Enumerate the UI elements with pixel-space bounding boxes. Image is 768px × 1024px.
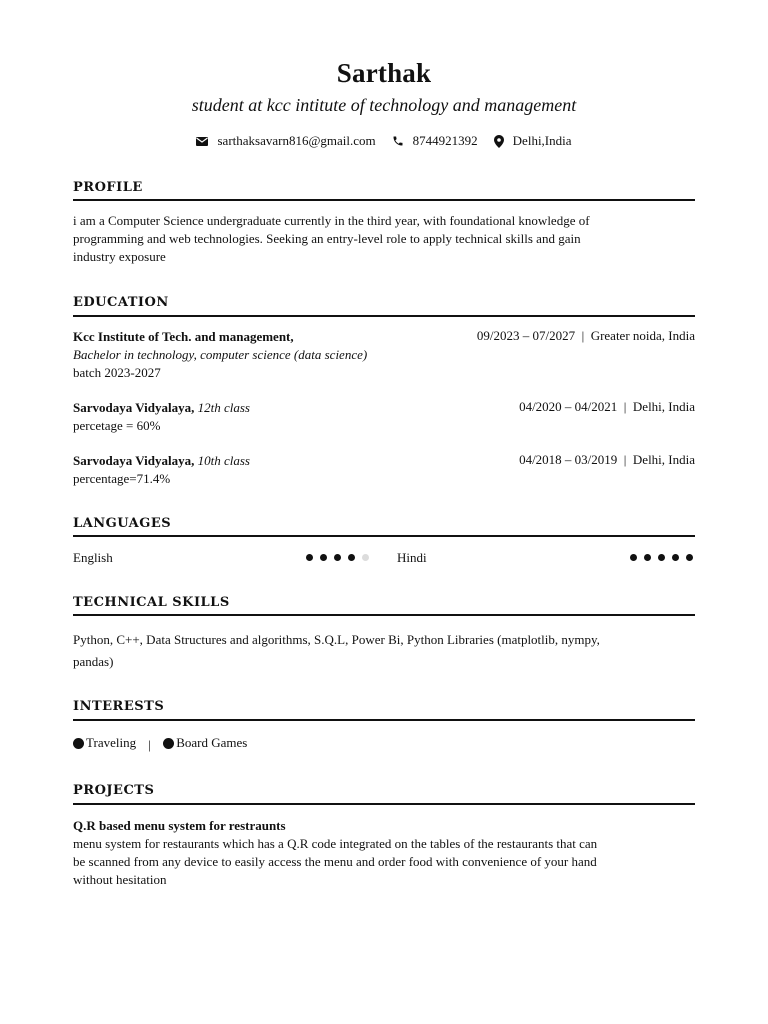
language-name: Hindi <box>397 550 427 565</box>
profile-line: i am a Computer Science undergraduate currently in the third year, with foundational knowledge of <box>73 213 590 228</box>
education-dates: 04/2018 – 03/2019 <box>519 452 618 467</box>
interests-list <box>73 734 695 754</box>
education-detail: percetage = 60% <box>73 418 161 433</box>
rating-dot-filled <box>630 554 637 561</box>
interests-heading: INTERESTS <box>73 699 165 714</box>
education-dates-place: 09/2023 – 07/2027 | Greater noida, India <box>476 328 695 343</box>
language-rating <box>299 554 369 561</box>
location-text: Delhi,India <box>512 133 572 148</box>
profile-divider <box>73 199 695 201</box>
projects-heading: PROJECTS <box>73 783 155 798</box>
project-description-line: be scanned from any device to easily access the menu and order food with convenience of your hand <box>73 854 597 869</box>
contact-phone[interactable] <box>392 133 478 149</box>
email-text: sarthaksavarn816@gmail.com <box>217 133 376 148</box>
education-place: Delhi, India <box>632 452 695 467</box>
education-place: Delhi, India <box>632 399 695 414</box>
contact-email[interactable] <box>196 133 375 149</box>
profile-line: industry exposure <box>73 249 166 264</box>
rating-dot-filled <box>320 554 327 561</box>
education-dates-place: 04/2020 – 04/2021 | Delhi, India <box>519 399 695 414</box>
rating-dot-filled <box>686 554 693 561</box>
skills-line: pandas) <box>73 654 114 669</box>
candidate-headline: student at kcc intitute of technology and management <box>191 95 577 115</box>
rating-dot-filled <box>334 554 341 561</box>
phone-text: 8744921392 <box>412 133 478 148</box>
education-dates-place: 04/2018 – 03/2019 | Delhi, India <box>519 452 695 467</box>
projects-divider <box>73 803 695 805</box>
envelope-icon <box>196 137 208 146</box>
project-description-line: without hesitation <box>73 872 167 887</box>
skills-heading: TECHNICAL SKILLS <box>73 595 230 610</box>
interests-divider <box>73 719 695 721</box>
map-pin-icon <box>494 135 504 148</box>
bullet-icon <box>163 738 174 749</box>
contact-bar <box>0 133 768 149</box>
school-name: Sarvodaya Vidyalaya, <box>73 453 195 468</box>
interest-item <box>73 734 136 752</box>
education-detail: batch 2023-2027 <box>73 365 161 380</box>
class-level: 12th class <box>197 400 250 415</box>
school-name: Kcc Institute of Tech. and management, <box>73 329 294 344</box>
rating-dot-filled <box>672 554 679 561</box>
rating-dot-filled <box>644 554 651 561</box>
language-rating <box>623 554 693 561</box>
profile-heading: PROFILE <box>73 180 143 195</box>
languages-divider <box>73 535 695 537</box>
rating-dot-empty <box>362 554 369 561</box>
languages-heading: LANGUAGES <box>73 516 172 531</box>
project-entry <box>73 817 695 889</box>
education-heading: EDUCATION <box>73 295 169 310</box>
education-place: Greater noida, India <box>590 328 695 343</box>
education-dates: 09/2023 – 07/2027 <box>476 328 576 343</box>
education-detail: percentage=71.4% <box>73 471 171 486</box>
skills-divider <box>73 614 695 616</box>
project-description-line: menu system for restaurants which has a Q.R code integrated on the tables of the restaurants that can <box>73 836 598 851</box>
rating-dot-filled <box>306 554 313 561</box>
education-divider <box>73 315 695 317</box>
profile-line: programming and web technologies. Seeking an entry-level role to apply technical skills and gain <box>73 231 581 246</box>
interest-label: Board Games <box>176 735 248 750</box>
interest-item <box>163 734 247 752</box>
phone-icon <box>392 135 404 147</box>
interest-separator: | <box>148 736 151 752</box>
school-name: Sarvodaya Vidyalaya, <box>73 400 195 415</box>
project-title: Q.R based menu system for restraunts <box>73 818 286 833</box>
skills-line: Python, C++, Data Structures and algorithms, S.Q.L, Power Bi, Python Libraries (matplotlib, nympy, <box>73 632 600 647</box>
rating-dot-filled <box>658 554 665 561</box>
profile-summary <box>73 212 695 266</box>
contact-location <box>494 133 572 149</box>
education-dates: 04/2020 – 04/2021 <box>519 399 618 414</box>
class-level: 10th class <box>197 453 250 468</box>
skills-list <box>73 629 695 673</box>
bullet-icon <box>73 738 84 749</box>
rating-dot-filled <box>348 554 355 561</box>
language-name: English <box>73 550 113 565</box>
degree-name: Bachelor in technology, computer science (data science) <box>73 347 368 362</box>
interest-label: Traveling <box>86 735 137 750</box>
candidate-name: Sarthak <box>336 58 432 88</box>
